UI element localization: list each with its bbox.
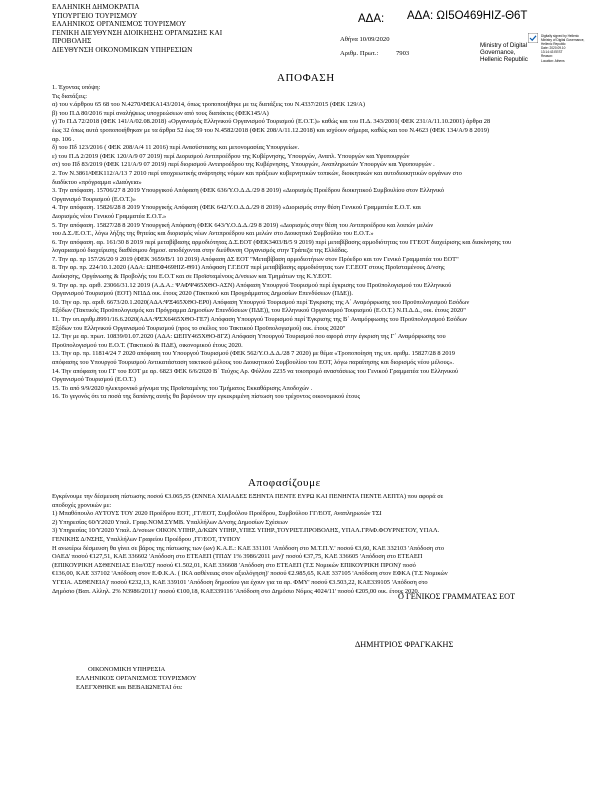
issuer-header (52, 3, 222, 55)
header-line: ΔΙΕΥΘΥΝΣΗ ΟΙΚΟΝΟΜΙΚΩΝ ΥΠΗΡΕΣΙΩΝ (52, 45, 193, 54)
text-line: 2) Υπηρεσίας 60/Υ2020 Υπαλ. Γραφ.ΝΟΜ.ΣΥΜΒ. Υπαλλήλων Δ/νσης Δημοσίων Σχέσεων (52, 518, 288, 526)
text-line: €136,00, ΚΑΕ 337102 'Απόδοση στον Ε.Φ.Κ.Α. ( ΙΚΑ ασθένειας στον αξιολόγηση)' ποσού €2.985,65, ΚΑΕ 337105 'Απόδοση στον ΕΦΚΑ (Τ.Σ Νομικών (52, 570, 448, 578)
text-line: Εξόδων του Ελληνικού Οργανισμού Τουρισμού (προς το σκέλος του Τακτικού Προϋπολογισμού) οικ. έτους 2020" (52, 324, 346, 332)
text-line: ΓΕΝΙΚΗΣ Δ/ΝΣΗΣ, Υπαλλήλων Γραφείου Προέδρου ,ΓΓ/ΕΟΤ, ΤΥΠΟΥ (52, 535, 241, 543)
fine-print-line: 13:14:43 EEST (541, 50, 563, 55)
text-line: 13. Την αρ. πρ. 11814/24 7 2020 απόφαση του Υπουργού Τουρισμού (ΦΕΚ 562/Υ.Ο.Δ.Δ./28 7 2020) με θέμα «Τροποποίηση της υπ. αριθμ. 15827/28 8 2019 (52, 350, 455, 358)
text-line: του Δ.Σ./Ε.Ο.Τ., λόγω λήξης της θητείας και διορισμός νέων Αντιπροέδρου και μελών στο Διοικητικό Συμβούλιο του Ε.Ο.Τ.» (52, 230, 374, 238)
text-line: 2. Τον Ν.3861/ΦΕΚ112/Α/13 7 2010 περί υποχρεωτικής ανάρτησης νόμων και πράξεων κυβερνητικών τοπικών, διοικητικών και αυτοδιοικητικών οργάνων στο (52, 169, 462, 177)
text-line: Διοίκησης, Οργάνωσης & Προβολής του Ε.Ο.Τ και σε Προϊσταμένους Δ/νσεων και Τμημάτων της Κ.Υ.ΕΟΤ. (52, 273, 332, 281)
text-line: Οργανισμού Τουρισμού (ΕΟΤ) ΝΠΔΔ οικ. έτους 2020 (Τακτικού και Προγράμματος Δημοσίων Επενδύσεων (ΠΔΕ)). (52, 290, 353, 298)
header-line: ΕΛΛΗΝΙΚΟΣ ΟΡΓΑΝΙΣΜΟΣ ΤΟΥΡΙΣΜΟΥ (52, 20, 187, 29)
fine-print-line: Digitally signed by Hellenic (541, 34, 579, 38)
text-line: διαδίκτυο «πρόγραμμα «Διαύγεια» (52, 178, 142, 186)
text-line: Διορισμός νέου Γενικού Γραμματέα Ε.Ο.Τ.» (52, 212, 167, 220)
ada-stamp: ΑΔΑ: ΩΙ5Ο469ΗΙΖ-Θ6Τ (407, 10, 528, 22)
decision-title: Αποφασίζουμε (248, 477, 321, 489)
text-line: αρ. 106 . (52, 135, 75, 143)
digital-signature-details (541, 34, 584, 63)
text-line: δ) του Πδ 123/2016 ( ΦΕΚ 208/Α/4 11 2016) περί Ανασύστασης και μετονομασίας Υπουργείων. (52, 144, 300, 152)
text-line: 16. Το γεγονός ότι τα ποσά της δαπάνης αυτής θα βαρύνουν την εγκεκριμένη πίστωση του τρέχοντος οικονομικού έτους (52, 393, 361, 401)
protocol-label: Αριθμ. Πρωτ.: (340, 50, 379, 57)
text-line: 12. Την με αρ. πρωτ. 10839/01.07.2020 (ΑΔΑ: ΩΕΠΥ465ΧΘΟ-8ΓΖ) Απόφαση Υπουργού Τουρισμού που αφορά στην έγκριση της Γ΄ Αναμόρφωσης του (52, 333, 446, 341)
footer-line: ΕΛΛΗΝΙΚΟΣ ΟΡΓΑΝΙΣΜΟΣ ΤΟΥΡΙΣΜΟΥ (76, 675, 197, 682)
signature-seal-icon (528, 33, 538, 43)
ministry-stamp (480, 42, 528, 63)
text-line: 10. Την αρ. πρ. αριθ. 6673/20.1.2020(ΑΔΑ:ΨΞ465ΧΘΟ-ΕΡ0) Απόφαση Υπουργού Τουρισμού περί Έγκρισης της Α΄ Αναμόρφωσης του Προϋπολογισμού Εσόδων (52, 298, 470, 306)
header-line: ΥΠΟΥΡΓΕΙΟ ΤΟΥΡΙΣΜΟΥ (52, 11, 138, 20)
fine-print-line: Hellenic Republic (541, 42, 566, 47)
text-line: Η ανωτέρω δέσμευση θα γίνει σε βάρος της πίστωσης των (ων) Κ.Α.Ε.: ΚΑΕ 331101 'Απόδοση στο Μ.Τ.Π.Υ.' ποσού €3,60, ΚΑΕ 332103 'Απόδοση στο (52, 544, 445, 552)
decision-block (52, 493, 592, 596)
ada-label: ΑΔΑ: (358, 13, 385, 25)
header-line: ΓΕΝΙΚΗ ΔΙΕΥΘΥΝΣΗ ΔΙΟΙΚΗΣΗΣ ΟΡΓΑΝΩΣΗΣ ΚΑΙ (52, 28, 223, 37)
ministry-line: Ministry of Digital (480, 42, 528, 49)
text-line: 4. Την απόφαση. 15826/28 8 2019 Υπουργικής Απόφαση (ΦΕΚ 642/Υ.Ο.Δ.Δ./29 8 2019) «Διορισμός στην θέση Γενικού Γραμματέα Ε.Ο.Τ. και (52, 204, 421, 212)
fine-print-line: Reason: (541, 54, 553, 59)
text-line: ΟΑΕΔ' ποσού €127,51, ΚΑΕ 336602 'Απόδοση στο ΕΤΕΑΕΠ (ΤΠΔΥ 1% 3986/2011 μεν)' ποσού €37,75, ΚΑΕ 336605 'Απόδοση στο ΕΤΕΑΕΠ (52, 553, 423, 561)
text-line: 7. Την αρ. πρ 157/26/20 9 2019 (ΦΕΚ 3659/Β/1 10 2019) Απόφαση ΔΣ ΕΟΤ "Μεταβίβαση αρμοδιοτήτων στον Πρόεδρο και τον Γενικό Γραμματέα του ΕΟΤ" (52, 255, 459, 263)
signatory-name: ΔΗΜΗΤΡΙΟΣ ΦΡΑΓΚΑΚΗΣ (355, 640, 454, 649)
document-date: Αθήνα 10/09/2020 (340, 36, 390, 43)
protocol-number: 7903 (396, 50, 410, 57)
text-line: 3) Υπηρεσίας 10/Υ2020 Υπαλ. Δ/νσεων ΟΙΚΟΝ.ΥΠΗΡ.,Δ/ΚΩΝ ΥΠΗΡ.,ΥΠΕΣ ΥΠΗΡ.,ΤΟΥΡΙΣΤ.ΠΡΟΒΟΛΗΣ, ΥΠΑΛ.ΓΡΑΦ.ΦΟΥΡΝΕΤΟΥ, ΥΠΑΛ. (52, 527, 440, 535)
ministry-line: Governance, (480, 49, 516, 56)
text-line: Οργανισμού Τουρισμού (Ε.Ο.Τ.) (52, 376, 136, 384)
document-title: ΑΠΟΦΑΣΗ (277, 72, 335, 84)
text-line: 15. Το από 9/9/2020 ηλεκτρονικό μήνυμα της Προϊσταμένης του Τμήματος Εκκαθάρισης Αποδοχών . (52, 384, 313, 392)
finance-service-footer (76, 665, 197, 692)
text-line: αποδοχές χρονικών με: (52, 501, 112, 509)
fine-print-line: Ministry of Digital Governance, (541, 38, 585, 43)
text-line: 11. Την υπ.αριθμ.8991/16.6.2020(ΑΔΑ:ΨΣΧ6465ΧΘΟ-ΓΕ7) Απόφαση Υπουργού Τουρισμού περί Έγκρισης της Β΄ Αναμόρφωσης του Προϋπολογισμού Εσόδων (52, 316, 468, 324)
text-line: 6. Την απόφαση. αρ. 161/30 8 2019 περί μεταβίβασης αρμοδιότητας Δ.Σ.ΕΟΤ (ΦΕΚ3403/Β/5 9 2019) περί μεταβίβασης αρμοδιότητας του ΓΓΕΟΤ διαχείρισης και διακίνησης του (52, 238, 512, 246)
text-line: Τις διατάξεις: (52, 92, 88, 100)
text-line: Εγκρίνουμε την δέσμευση πίστωσης ποσού €3.065,55 (ΕΝΝΕΑ ΧΙΛΙΑΔΕΣ ΕΞΗΝΤΑ ΠΕΝΤΕ ΕΥΡΩ ΚΑΙ ΠΕΝΗΝΤΑ ΠΕΝΤΕ ΛΕΠΤΑ) που αφορά σε (52, 493, 444, 500)
text-line: 3. Την απόφαση. 15706/27 8 2019 Υπουργικού Απόφαση (ΦΕΚ 636/Υ.Ο.Δ.Δ./29 8 2019) «Διορισμός Προέδρου διοικητικού Συμβουλίου στον Ελληνικό (52, 187, 445, 195)
text-line: 14. Την απόφαση του ΓΓ του ΕΟΤ με αρ. 6823 ΦΕΚ 6/6/2020 Β΄ Τεύχος Αρ. Φύλλου 2235 να τοιοπρομό αναστάσεως του Γενικού Γραμματέα του Ελληνικού (52, 367, 459, 375)
footer-line: ΕΛΕΓΧΘΗΚΕ και ΒΕΒΑΙΩΝΕΤΑΙ ότι: (76, 684, 183, 691)
text-line: α) του ν.άρθρου 65 68 του Ν.4270/ΦΕΚΑ143/2014, όπως τροποποιήθηκε με τις διατάξεις του Ν.4337/2015 (ΦΕΚ 129/Α) (52, 101, 365, 109)
text-line: 5. Την απόφαση. 15827/28 8 2019 Υπουργική Απόφαση (ΦΕΚ 643/Υ.Ο.Δ.Δ./29 8 2019) «Διορισμός στην θέση του Αντιπροέδρου και λοιπών μελών (52, 221, 434, 229)
header-line: ΕΛΛΗΝΙΚΗ ΔΗΜΟΚΡΑΤΙΑ (52, 3, 140, 11)
text-line: λογαριασμού διαχείρισης διαθέσιμου δημοσ. αποδέχονται στην διεύθυνση Οργανισμός στην Τράπεζα της Ελλάδας. (52, 247, 349, 255)
text-line: Δημόσιο (Βαπ. Αλληλ. 2% Ν3986/2011)' ποσού €100,18, ΚΑΕ339116 'Απόδοση στο Δημόσιο Νόμος 4024/11' ποσού €205,00 οικ. έτους 2020. (52, 587, 420, 595)
text-line: β) του Π.Δ 80/2016 περί αναλήψεως υποχρεώσεων από τους διατάκτες (ΦΕΚ145/Α) (52, 109, 269, 117)
fine-print-line: Location: Athens (541, 58, 565, 63)
considerations-block (52, 84, 592, 402)
footer-line: ΟΙΚΟΝΟΜΙΚΗ ΥΠΗΡΕΣΙΑ (88, 666, 166, 673)
text-line: 1) Μπαθόπουλο ΑΥΤΟΥΣ ΤΟΥ 2020 Προέδρου ΕΟΤ, ,ΓΓ/ΕΟΤ, Συμβούλου Προέδρου, Συμβούλου ΓΓ/ΕΟΤ, Αναπληρωτών ΤΣΙ (52, 510, 382, 518)
text-line: Οργανισμό Τουρισμού (Ε.Ο.Τ.)» (52, 195, 136, 203)
ministry-line: Hellenic Republic (480, 56, 528, 63)
signatory-role: Ο ΓΕΝΙΚΟΣ ΓΡΑΜΜΑΤΕΑΣ ΕΟΤ (398, 592, 516, 601)
fine-print-line: Date: 2020.09.10 (541, 46, 566, 51)
text-line: στ) του Πδ 83/2019 (ΦΕΚ 121/Α/9 07 2019) περί διορισμού Αντιπροέδρου της Κυβέρνησης, Υπουργών, Αναπληρωτών Υπουργών και Υφυπουργών . (52, 161, 435, 169)
text-line: γ) Το Π.Δ 72/2018 (ΦΕΚ 141/Α/02.08.2018) «Οργανισμός Ελληνικού Οργανισμού Τουρισμού (Ε.Ο.Τ.)» καθώς και του Π.Δ. 343/2001( ΦΕΚ 231/Α/11.10.2001) άρθρα 28 (52, 118, 491, 126)
text-line: Εξόδων (Τακτικός Προϋπολογισμός και Πρόγραμμα Δημοσίων Επενδύσεων (ΠΔΕ)), του Ελληνικού Οργανισμού Τουρισμού (Ε.Ο.Τ.) Ν.Π.Δ.Δ., οικ. έτους 2020" (52, 307, 466, 315)
text-line: 9. Την αρ. πρ. αριθ. 23066/31.12 2019 (Α.Δ.Α.: ΨΑΦΨ465ΧΘΟ-ΑΣΝ) Απόφαση Υπουργού Τουρισμού περί έγκρισης του Προϋπολογισμού του Ελληνικού (52, 281, 452, 289)
text-line: 1. Έχοντας υπόψη: (52, 84, 101, 91)
text-line: (ΕΠΙΚΟΥΡΙΚΗ ΑΣΘΕΝΕΙΑΣ Ε1α/ΟΣ)' ποσού €1.502,01, ΚΑΕ 336608 'Απόδοση στο ΕΤΕΑΕΠ (Τ.Σ Νομικών ΕΠΙΚΟΥΡΙΚΗ ΠΡΟΝ)' ποσό (52, 561, 416, 569)
text-line: απόφασης του Υπουργού Τουρισμού Αντικατάσταση τακτικού μέλους του Διοικητικού Συμβουλίου του ΕΟΤ, λόγω παραίτησης και διορισμός νέου μέλους». (52, 359, 454, 366)
text-line: ΥΓΕΙΑ. ΑΣΘΕΝΕΙΑ)' ποσού €232,13, ΚΑΕ 339101 'Απόδοση δημοσίου για έχουν για τα αρ. ΦΜΥ' ποσού €3.503,22, ΚΑΕ339105 'Απόδοση στο (52, 578, 428, 586)
text-line: Προϋπολογισμού του Ε.Ο.Τ. (Τακτικού & ΠΔΕ), οικονομικού έτους 2020. (52, 341, 243, 349)
header-line: ΠΡΟΒΟΛΗΣ (52, 37, 92, 46)
text-line: έως 32 όπως αυτά τροποποιήθηκαν με τα άρθρα 52 έως 59 του Ν.4582/2018 (ΦΕΚ 208/Α/11.12.2018) και ισχύουν σήμερα, καθώς και του Ν.4623 (ΦΕΚ 134/Α/9 8 2019) (52, 126, 490, 134)
text-line: 8. Την αρ. πρ. 224/10.1.2020 (ΑΔΑ: ΩΗΕΦ469ΗΙΖ-Θ91) Απόφαση Γ.Γ.ΕΟΤ περί μεταβίβασης αρμοδιότητας των Γ.Γ.ΕΟΤ στους Προϊσταμένους Δ/νσης (52, 264, 445, 272)
text-line: ε) του Π.Δ 2/2019 (ΦΕΚ 120/Α/9 07 2019) περί Διορισμού Αντιπροέδρου της Κυβέρνησης, Υπουργών, Αναπλ. Υπουργών και Υφυπουργών (52, 152, 410, 160)
